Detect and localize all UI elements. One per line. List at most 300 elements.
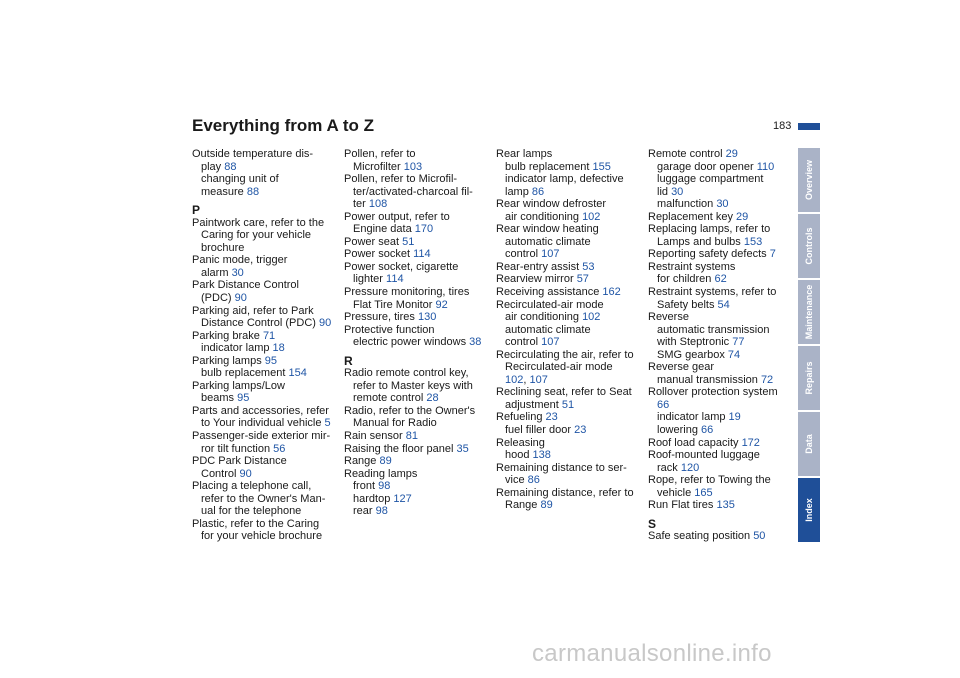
- index-entry: [496, 349, 636, 362]
- index-subentry: [344, 299, 484, 312]
- page-reference-link[interactable]: 71: [262, 329, 276, 342]
- page-reference-link[interactable]: 90: [318, 317, 332, 330]
- index-subentry: [344, 493, 484, 506]
- page-reference-link[interactable]: 170: [414, 223, 434, 236]
- tab-label: Controls: [804, 227, 814, 265]
- entry-text: Reverse: [648, 311, 689, 324]
- index-column-3: [496, 148, 636, 512]
- entry-text: indicator lamp, defective: [505, 173, 624, 186]
- index-entry: [496, 223, 636, 236]
- entry-text: Restraint systems: [648, 260, 736, 273]
- entry-text: manual transmission: [657, 373, 761, 386]
- index-subentry: [496, 161, 636, 174]
- entry-text: Radio, refer to the Owner's: [344, 404, 476, 417]
- index-entry: [192, 217, 332, 230]
- section-tabs: [798, 148, 820, 544]
- index-entry: [192, 305, 332, 318]
- index-entry: [648, 148, 788, 161]
- tab-index[interactable]: [798, 478, 820, 542]
- index-entry: [496, 273, 636, 286]
- entry-text: fuel filler door: [505, 424, 575, 437]
- index-subentry: [344, 273, 484, 286]
- index-entry: [648, 223, 788, 236]
- index-subentry: [344, 505, 484, 518]
- index-subentry: [344, 223, 484, 236]
- index-subentry: [648, 424, 788, 437]
- index-entry: [192, 405, 332, 418]
- page-reference-link[interactable]: 23: [574, 424, 587, 437]
- index-subentry: [496, 474, 636, 487]
- index-entry: [344, 211, 484, 224]
- page-reference-link[interactable]: 7: [769, 248, 776, 261]
- tab-overview[interactable]: [798, 148, 820, 212]
- entry-text: ror tilt function: [201, 442, 274, 455]
- page-reference-link[interactable]: 103: [403, 160, 423, 173]
- index-column-4: [648, 148, 788, 543]
- page-reference-link[interactable]: 62: [714, 273, 727, 286]
- entry-text: Remaining distance to ser-: [496, 461, 627, 474]
- index-subentry: [192, 186, 332, 199]
- entry-text: Rollover protection system: [648, 386, 778, 399]
- index-subentry: [648, 273, 788, 286]
- index-entry: [344, 173, 484, 186]
- entry-text: Radio remote control key,: [344, 367, 469, 380]
- index-subentry: [648, 186, 788, 199]
- index-subentry: [496, 399, 636, 412]
- page-reference-link[interactable]: 90: [239, 467, 252, 480]
- index-subentry: [192, 530, 332, 543]
- entry-text: to Your individual vehicle: [201, 417, 325, 430]
- page-reference-link[interactable]: 66: [657, 398, 670, 411]
- index-entry: [648, 248, 788, 261]
- index-entry: [496, 487, 636, 500]
- entry-text: automatic climate: [505, 235, 591, 248]
- entry-text: Replacing lamps, refer to: [648, 223, 771, 236]
- index-subentry: [648, 349, 788, 362]
- index-entry: [344, 311, 484, 324]
- index-subentry: [496, 361, 636, 374]
- index-subentry: [344, 380, 484, 393]
- index-entry: [192, 430, 332, 443]
- page-reference-link[interactable]: 98: [375, 505, 388, 518]
- index-subentry: [648, 336, 788, 349]
- page-reference-link[interactable]: 95: [237, 392, 250, 405]
- entry-text: Passenger-side exterior mir-: [192, 430, 331, 443]
- index-entry: [648, 499, 788, 512]
- index-entry: [496, 299, 636, 312]
- page-reference-link[interactable]: 154: [288, 367, 307, 380]
- page-reference-link[interactable]: 89: [379, 455, 392, 468]
- entry-text: Rear window defroster: [496, 198, 607, 211]
- page-reference-link[interactable]: 77: [732, 336, 745, 349]
- index-subentry: [496, 236, 636, 249]
- entry-text: brochure: [201, 241, 245, 254]
- tab-label: Index: [804, 498, 814, 522]
- index-entry: [192, 355, 332, 368]
- index-entry: [496, 462, 636, 475]
- index-entry: [648, 361, 788, 374]
- index-subentry: [496, 499, 636, 512]
- page-reference-link[interactable]: 53: [582, 260, 595, 273]
- index-subentry: [192, 342, 332, 355]
- page-reference-link[interactable]: 89: [540, 499, 553, 512]
- entry-text: changing unit of: [201, 173, 279, 186]
- entry-text: ual for the telephone: [201, 505, 302, 518]
- page-reference-link[interactable]: 29: [725, 148, 738, 160]
- index-entry: [648, 211, 788, 224]
- index-letter-heading: P: [192, 203, 201, 218]
- page-reference-link[interactable]: 29: [736, 210, 749, 223]
- page-reference-link[interactable]: 107: [541, 248, 560, 261]
- entry-text: refer to Master keys with: [353, 379, 473, 392]
- entry-text: Lamps and bulbs: [657, 235, 744, 248]
- index-subentry: [344, 417, 484, 430]
- entry-text: Remaining distance, refer to: [496, 486, 634, 499]
- entry-text: rack: [657, 461, 681, 474]
- entry-text: Rain sensor: [344, 430, 406, 443]
- page-reference-link[interactable]: 38: [469, 336, 482, 349]
- entry-text: refer to the Owner's Man-: [201, 492, 326, 505]
- index-subentry: [648, 411, 788, 424]
- page-reference-link[interactable]: 18: [272, 342, 285, 355]
- entry-text: lowering: [657, 424, 702, 437]
- entry-text: Protective function: [344, 323, 435, 336]
- page-reference-link[interactable]: 114: [386, 273, 404, 286]
- entry-text: hood: [505, 449, 533, 462]
- index-column-1: [192, 148, 332, 543]
- entry-text: Distance Control (PDC): [201, 317, 319, 330]
- index-entry: [192, 380, 332, 393]
- index-subentry: [496, 324, 636, 337]
- index-subentry: [192, 229, 332, 242]
- entry-text: Safe seating position: [648, 530, 754, 543]
- index-subentry: [192, 173, 332, 186]
- page-reference-link[interactable]: 57: [576, 273, 589, 286]
- entry-text: Rear-entry assist: [496, 260, 583, 273]
- entry-text: Parking brake: [192, 329, 263, 342]
- tab-label: Overview: [804, 159, 814, 201]
- page-reference-link[interactable]: 107: [529, 373, 548, 386]
- page-reference-link[interactable]: 81: [405, 430, 419, 443]
- page-reference-link[interactable]: 56: [273, 442, 286, 455]
- index-subentry: [344, 198, 484, 211]
- entry-text: for children: [657, 273, 715, 286]
- page-reference-link[interactable]: 114: [413, 248, 431, 261]
- entry-text: Parking aid, refer to Park: [192, 304, 314, 317]
- entry-text: air conditioning: [505, 210, 583, 223]
- index-entry: [496, 148, 636, 161]
- entry-text: Reading lamps: [344, 467, 418, 480]
- index-entry: [344, 367, 484, 380]
- tab-data[interactable]: [798, 412, 820, 476]
- page-reference-link[interactable]: 120: [680, 461, 700, 474]
- index-subentry: [192, 468, 332, 481]
- page-reference-link[interactable]: 30: [231, 266, 244, 279]
- page-number: 183: [773, 120, 792, 132]
- index-subentry: [192, 367, 332, 380]
- page-reference-link[interactable]: 95: [264, 354, 278, 367]
- entry-text: Panic mode, trigger: [192, 254, 288, 267]
- entry-text: ter: [353, 198, 369, 211]
- index-entry: [344, 443, 484, 456]
- index-subentry: [344, 186, 484, 199]
- entry-text: Paintwork care, refer to the: [192, 216, 325, 229]
- entry-text: Rear lamps: [496, 148, 553, 160]
- index-subentry: [344, 161, 484, 174]
- index-letter-heading: R: [344, 353, 353, 368]
- entry-text: Parts and accessories, refer: [192, 404, 329, 417]
- page-reference-link[interactable]: 35: [456, 442, 469, 455]
- index-subentry: [192, 267, 332, 280]
- entry-text: Pressure, tires: [344, 311, 418, 324]
- entry-text: control: [505, 336, 542, 349]
- page-reference-link[interactable]: 110: [756, 160, 775, 173]
- index-entry: [192, 148, 332, 161]
- index-entry: [496, 261, 636, 274]
- page-reference-link[interactable]: 51: [561, 398, 575, 411]
- entry-text: hardtop: [353, 492, 394, 505]
- index-subentry: [192, 242, 332, 255]
- index-entry: [344, 148, 484, 161]
- page-number-bar: [798, 123, 820, 130]
- index-subentry: [192, 161, 332, 174]
- entry-text: Placing a telephone call,: [192, 480, 312, 493]
- page-reference-link[interactable]: 28: [426, 392, 439, 405]
- entry-text: Power output, refer to: [344, 210, 450, 223]
- index-entry: [496, 286, 636, 299]
- page-reference-link[interactable]: 102: [582, 210, 601, 223]
- entry-text: Restraint systems, refer to: [648, 286, 777, 299]
- index-entry: [648, 449, 788, 462]
- index-entry: [192, 518, 332, 531]
- index-subentry: [648, 299, 788, 312]
- entry-text: Run Flat tires: [648, 499, 717, 512]
- entry-text: Releasing: [496, 436, 545, 449]
- entry-text: PDC Park Distance: [192, 455, 287, 468]
- page-reference-link[interactable]: 153: [743, 235, 763, 248]
- index-subentry: [496, 311, 636, 324]
- index-subentry: [496, 374, 636, 387]
- index-entry: [496, 437, 636, 450]
- entry-text: lamp: [505, 185, 532, 198]
- entry-text: Recirculating the air, refer to: [496, 348, 634, 361]
- index-subentry: [496, 186, 636, 199]
- index-entry: [648, 437, 788, 450]
- index-column-2: [344, 148, 484, 518]
- index-subentry: [192, 505, 332, 518]
- page-reference-link[interactable]: 102: [505, 373, 524, 386]
- entry-text: vice: [505, 474, 528, 487]
- entry-text: indicator lamp: [201, 342, 273, 355]
- entry-text: lighter: [353, 273, 387, 286]
- page-reference-link[interactable]: 30: [716, 198, 729, 211]
- entry-text: bulb replacement: [505, 160, 593, 173]
- separator: ,: [523, 373, 530, 386]
- entry-text: control: [505, 248, 542, 261]
- entry-text: with Steptronic: [657, 336, 733, 349]
- entry-text: Recirculated-air mode: [505, 361, 613, 374]
- index-entry: [496, 386, 636, 399]
- index-entry: [648, 286, 788, 299]
- entry-text: measure: [201, 185, 247, 198]
- page-reference-link[interactable]: 172: [741, 436, 760, 449]
- page-reference-link[interactable]: 90: [234, 292, 247, 305]
- page-reference-link[interactable]: 155: [592, 160, 611, 173]
- index-subentry: [496, 449, 636, 462]
- page-reference-link[interactable]: 54: [717, 298, 730, 311]
- page-reference-link[interactable]: 74: [727, 348, 741, 361]
- entry-text: adjustment: [505, 398, 562, 411]
- entry-text: Roof-mounted luggage: [648, 449, 760, 462]
- index-subentry: [344, 392, 484, 405]
- index-subentry: [496, 211, 636, 224]
- entry-text: electric power windows: [353, 336, 470, 349]
- index-subentry: [496, 336, 636, 349]
- index-subentry: [496, 173, 636, 186]
- entry-text: Rope, refer to Towing the: [648, 474, 771, 487]
- index-subentry: [192, 392, 332, 405]
- index-letter-heading: S: [648, 516, 657, 531]
- tab-controls[interactable]: [798, 214, 820, 278]
- index-subentry: [648, 462, 788, 475]
- page-reference-link[interactable]: 72: [760, 373, 774, 386]
- entry-text: Raising the floor panel: [344, 442, 457, 455]
- tab-label: Maintenance: [804, 284, 814, 340]
- watermark: carmanualsonline.info: [532, 640, 772, 667]
- entry-text: Park Distance Control: [192, 279, 299, 292]
- tab-label: Data: [804, 434, 814, 454]
- index-entry: [344, 324, 484, 337]
- entry-text: ter/activated-charcoal fil-: [353, 185, 473, 198]
- entry-text: lid: [657, 185, 672, 198]
- entry-text: Range: [505, 499, 541, 512]
- entry-text: Reverse gear: [648, 361, 715, 374]
- index-entry: [648, 261, 788, 274]
- page-reference-link[interactable]: 88: [246, 185, 260, 198]
- page-reference-link[interactable]: 23: [545, 411, 558, 424]
- entry-text: Pollen, refer to Microfil-: [344, 173, 458, 186]
- index-entry: [496, 411, 636, 424]
- entry-text: Outside temperature dis-: [192, 148, 314, 160]
- entry-text: Reclining seat, refer to Seat: [496, 386, 632, 399]
- page-reference-link[interactable]: 102: [582, 311, 601, 324]
- index-entry: [344, 248, 484, 261]
- entry-text: vehicle: [657, 486, 695, 499]
- entry-text: Range: [344, 455, 380, 468]
- page-reference-link[interactable]: 107: [541, 336, 560, 349]
- entry-text: play: [201, 160, 225, 173]
- page-reference-link[interactable]: 135: [716, 499, 735, 512]
- entry-text: beams: [201, 392, 238, 405]
- index-subentry: [648, 487, 788, 500]
- entry-text: Control: [201, 467, 240, 480]
- index-entry: [648, 530, 788, 543]
- entry-text: Rearview mirror: [496, 273, 577, 286]
- index-subentry: [192, 443, 332, 456]
- index-subentry: [648, 324, 788, 337]
- index-subentry: [496, 424, 636, 437]
- index-entry: [192, 455, 332, 468]
- entry-text: Roof load capacity: [648, 436, 742, 449]
- page-reference-link[interactable]: 51: [402, 235, 415, 248]
- page-reference-link[interactable]: 162: [602, 286, 621, 299]
- entry-text: air conditioning: [505, 311, 583, 324]
- page-reference-link[interactable]: 50: [753, 530, 766, 543]
- index-entry: [192, 254, 332, 267]
- tab-label: Repairs: [804, 361, 814, 395]
- entry-text: Flat Tire Monitor: [353, 298, 436, 311]
- entry-text: Rear window heating: [496, 223, 599, 236]
- page-reference-link[interactable]: 130: [417, 311, 437, 324]
- entry-text: Pollen, refer to: [344, 148, 416, 160]
- index-subentry: [344, 480, 484, 493]
- index-subentry: [496, 248, 636, 261]
- entry-text: malfunction: [657, 198, 717, 211]
- entry-text: Manual for Radio: [353, 417, 437, 430]
- index-entry: [344, 455, 484, 468]
- page-reference-link[interactable]: 88: [224, 160, 237, 173]
- entry-text: Replacement key: [648, 210, 737, 223]
- entry-text: Parking lamps: [192, 354, 265, 367]
- index-subentry: [648, 399, 788, 412]
- entry-text: Microfilter: [353, 160, 404, 173]
- entry-text: garage door opener: [657, 160, 757, 173]
- index-subentry: [648, 161, 788, 174]
- entry-text: Engine data: [353, 223, 415, 236]
- index-subentry: [192, 317, 332, 330]
- page-reference-link[interactable]: 127: [393, 492, 412, 505]
- index-subentry: [648, 374, 788, 387]
- index-entry: [344, 286, 484, 299]
- entry-text: front: [353, 480, 379, 493]
- entry-text: Refueling: [496, 411, 546, 424]
- index-entry: [344, 261, 484, 274]
- page-reference-link[interactable]: 19: [728, 411, 741, 424]
- tab-repairs[interactable]: [798, 346, 820, 410]
- page-reference-link[interactable]: 138: [532, 449, 551, 462]
- entry-text: Plastic, refer to the Caring: [192, 517, 320, 530]
- index-entry: [344, 405, 484, 418]
- page-reference-link[interactable]: 30: [671, 185, 684, 198]
- entry-text: Pressure monitoring, tires: [344, 286, 470, 299]
- index-entry: [344, 430, 484, 443]
- entry-text: Remote control: [648, 148, 726, 160]
- entry-text: Receiving assistance: [496, 286, 603, 299]
- page-reference-link[interactable]: 165: [694, 486, 713, 499]
- page-reference-link[interactable]: 66: [701, 424, 714, 437]
- page-reference-link[interactable]: 98: [378, 480, 391, 493]
- index-subentry: [648, 236, 788, 249]
- index-entry: [648, 311, 788, 324]
- entry-text: luggage compartment: [657, 173, 764, 186]
- page-reference-link[interactable]: 86: [531, 185, 545, 198]
- page-reference-link[interactable]: 92: [435, 298, 448, 311]
- entry-text: automatic transmission: [657, 323, 770, 336]
- index-entry: [648, 386, 788, 399]
- entry-text: SMG gearbox: [657, 348, 728, 361]
- tab-maintenance[interactable]: [798, 280, 820, 344]
- index-subentry: [192, 493, 332, 506]
- entry-text: Reporting safety defects: [648, 248, 770, 261]
- entry-text: remote control: [353, 392, 427, 405]
- index-entry: [192, 330, 332, 343]
- entry-text: Recirculated-air mode: [496, 298, 604, 311]
- page-reference-link[interactable]: 108: [368, 198, 388, 211]
- entry-text: automatic climate: [505, 323, 591, 336]
- index-entry: [192, 480, 332, 493]
- page-reference-link[interactable]: 5: [324, 417, 331, 430]
- page-reference-link[interactable]: 86: [527, 474, 540, 487]
